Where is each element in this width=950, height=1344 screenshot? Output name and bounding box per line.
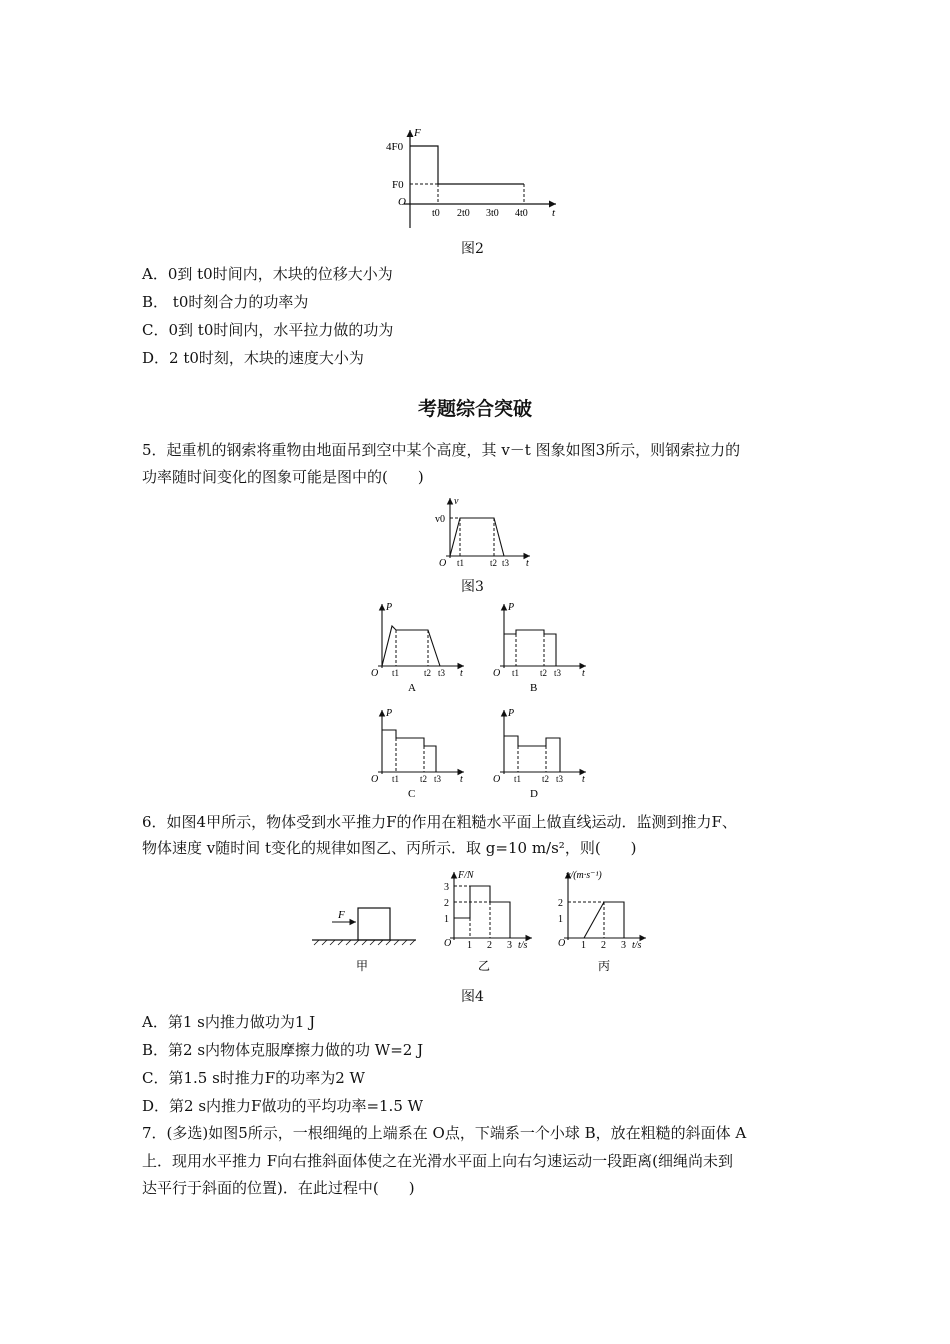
pa-x-tick-3: t3 xyxy=(438,668,446,678)
fig3-x-tick-1: t1 xyxy=(457,558,465,568)
pc-label: C xyxy=(408,788,416,800)
pd-origin: O xyxy=(493,774,501,785)
yi-y-tick-1: 1 xyxy=(444,914,449,925)
p-graph-option-a xyxy=(368,600,478,696)
pb-label: B xyxy=(530,682,538,694)
yi-y-label: F/N xyxy=(458,870,474,881)
fig2-y-label: F xyxy=(414,127,421,139)
bing-x-tick-1: 1 xyxy=(581,940,586,951)
fig2-origin: O xyxy=(398,196,406,208)
figure-4-yi-force-time-graph xyxy=(438,866,538,980)
bing-x-label: t/s xyxy=(632,940,642,951)
fig2-x-tick-2: 2t0 xyxy=(457,208,470,219)
pd-label: D xyxy=(530,788,538,800)
yi-x-label: t/s xyxy=(518,940,528,951)
pd-x-tick-3: t3 xyxy=(556,774,564,784)
fig2-y-tick-low: F0 xyxy=(392,179,404,191)
fig3-origin: O xyxy=(439,558,447,569)
q4-option-d: D．2 t0时刻，木块的速度大小为 xyxy=(142,349,364,367)
pb-x-tick-2: t2 xyxy=(540,668,548,678)
q6-option-d: D．第2 s内推力F做功的平均功率=1.5 W xyxy=(142,1097,424,1115)
yi-label: 乙 xyxy=(478,959,491,973)
fig3-y-label: v xyxy=(454,496,459,507)
pc-x-tick-1: t1 xyxy=(392,774,400,784)
figure-4-jia-block-diagram xyxy=(308,900,418,980)
figure-4-bing-velocity-time-graph xyxy=(552,866,656,980)
p-graph-option-d xyxy=(490,706,600,802)
bing-label: 丙 xyxy=(598,959,611,973)
pc-x-tick-3: t3 xyxy=(434,774,442,784)
yi-origin: O xyxy=(444,938,452,949)
pd-x-tick-1: t1 xyxy=(514,774,522,784)
bing-origin: O xyxy=(558,938,566,949)
figure-4-caption: 图4 xyxy=(461,989,484,1005)
pa-x-label: t xyxy=(460,668,463,679)
fig3-x-tick-2: t2 xyxy=(490,558,498,568)
pc-x-label: t xyxy=(460,774,463,785)
jia-force-label: F xyxy=(338,909,345,921)
pc-x-tick-2: t2 xyxy=(420,774,428,784)
figure-2-force-time-graph xyxy=(380,124,570,236)
pb-y-label: P xyxy=(508,602,515,613)
pd-y-label: P xyxy=(508,708,515,719)
fig2-x-label: t xyxy=(552,207,556,219)
pa-label: A xyxy=(408,682,416,694)
p-graph-option-b xyxy=(490,600,600,696)
pa-origin: O xyxy=(371,668,379,679)
q6-text-line-1: 6．如图4甲所示，物体受到水平推力F的作用在粗糙水平面上做直线运动．监测到推力F、 xyxy=(142,813,737,831)
pb-x-tick-3: t3 xyxy=(554,668,562,678)
fig2-x-tick-3: 3t0 xyxy=(486,208,499,219)
pc-origin: O xyxy=(371,774,379,785)
section-heading: 考题综合突破 xyxy=(417,398,532,420)
figure-3-caption: 图3 xyxy=(461,579,484,595)
yi-y-tick-2: 2 xyxy=(444,898,449,909)
fig2-x-tick-4: 4t0 xyxy=(515,208,528,219)
pd-x-label: t xyxy=(582,774,585,785)
pa-y-label: P xyxy=(386,602,393,613)
bing-y-tick-2: 2 xyxy=(558,898,563,909)
pb-x-label: t xyxy=(582,668,585,679)
figure-2-caption: 图2 xyxy=(461,241,484,257)
bing-x-tick-3: 3 xyxy=(621,940,626,951)
pd-x-tick-2: t2 xyxy=(542,774,550,784)
pc-y-label: P xyxy=(386,708,393,719)
q4-option-c: C．0到 t0时间内，水平拉力做的功为 xyxy=(142,321,394,339)
q6-option-b: B．第2 s内物体克服摩擦力做的功 W=2 J xyxy=(142,1041,424,1059)
yi-x-tick-2: 2 xyxy=(487,940,492,951)
fig3-y-tick: v0 xyxy=(435,514,445,525)
q5-text-line-2: 功率随时间变化的图象可能是图中的( ) xyxy=(142,468,424,486)
q6-option-c: C．第1.5 s时推力F的功率为2 W xyxy=(142,1069,365,1087)
fig2-x-tick-1: t0 xyxy=(432,208,440,219)
pa-x-tick-1: t1 xyxy=(392,668,400,678)
jia-label: 甲 xyxy=(356,959,369,973)
q6-text-line-2: 物体速度 v随时间 t变化的规律如图乙、丙所示．取 g=10 m/s²，则( ) xyxy=(142,839,637,857)
bing-y-label: v/(m·s⁻¹) xyxy=(566,870,602,881)
q7-text-line-2: 上．现用水平推力 F向右推斜面体使之在光滑水平面上向右匀速运动一段距离(细绳尚未到 xyxy=(142,1152,734,1170)
fig3-x-label: t xyxy=(526,558,529,569)
q7-text-line-3: 达平行于斜面的位置)．在此过程中( ) xyxy=(142,1179,415,1197)
bing-y-tick-1: 1 xyxy=(558,914,563,925)
pb-x-tick-1: t1 xyxy=(512,668,520,678)
fig2-y-tick-high: 4F0 xyxy=(386,141,404,153)
fig3-x-tick-3: t3 xyxy=(502,558,510,568)
yi-x-tick-3: 3 xyxy=(507,940,512,951)
p-graph-option-c xyxy=(368,706,478,802)
q7-text-line-1: 7．(多选)如图5所示，一根细绳的上端系在 O点，下端系一个小球 B，放在粗糙的斜面体 A xyxy=(142,1124,747,1142)
pb-origin: O xyxy=(493,668,501,679)
q5-text-line-1: 5．起重机的钢索将重物由地面吊到空中某个高度，其 v－t 图象如图3所示，则钢索拉力的 xyxy=(142,441,741,459)
q6-option-a: A．第1 s内推力做功为1 J xyxy=(142,1013,316,1031)
q4-option-a: A．0到 t0时间内，木块的位移大小为 xyxy=(142,265,393,283)
figure-3-velocity-time-graph xyxy=(430,494,540,570)
pa-x-tick-2: t2 xyxy=(424,668,432,678)
yi-x-tick-1: 1 xyxy=(467,940,472,951)
yi-y-tick-3: 3 xyxy=(444,882,449,893)
bing-x-tick-2: 2 xyxy=(601,940,606,951)
q4-option-b: B． t0时刻合力的功率为 xyxy=(142,293,309,311)
